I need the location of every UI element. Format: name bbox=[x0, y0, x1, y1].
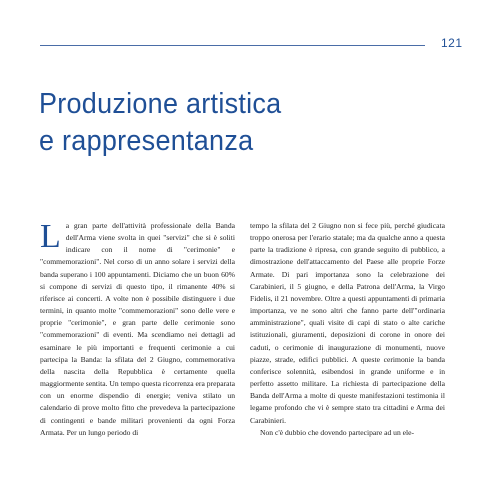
body-paragraph-continued: tempo la sfilata del 2 Giugno non si fece più, perché giudicata troppo onerosa per l'erario statale; ma da qualche anno a questa parte la tradizione è ripresa, con grande seguito di pubblico, a dimostrazione dell'attaccamento del Paese alle proprie Forze Armate. Di pari importanza sono la celebrazione dei Carabinieri, il 5 giugno, e della Patrona dell'Arma, la Virgo Fidelis, il 21 novembre. Oltre a questi appuntamenti di primaria importanza, ve ne sono altri che fanno parte dell'"ordinaria amministrazione", quali visite di capi di stato o alte cariche istituzionali, giuramenti, deposizioni di corone in onore dei caduti, o cerimonie di inaugurazione di monumenti, nuove piazze, strade, edifici pubblici. A queste cerimonie la banda conferisce solennità, esibendosi in grande uniforme e in perfetto assetto militare. La richiesta di partecipazione della Banda dell'Arma a molte di queste manifestazioni testimonia il legame profondo che vi è sempre stato tra cittadini e Arma dei Carabinieri. bbox=[250, 221, 445, 425]
text-column-left bbox=[40, 220, 235, 439]
body-paragraph-text: a gran parte dell'attività professionale della Banda dell'Arma viene svolta in quei "servizi" che si è soliti indicare con il nome di "cerimonie" e "commemorazioni". Nel corso di un anno solare i servizi della banda superano i 100 appuntamenti. Diciamo che un buon 60% si compone di servizi di questo tipo, il rimanente 40% si riferisce ai concerti. A volte non è possibile distinguere i due termini, in quanto molte "commemorazioni" sono delle vere e proprie "cerimonie", e gran parte delle cerimonie sono "commemorazioni" di eventi. Ma scendiamo nei dettagli ad esaminare le più importanti e frequenti cerimonie a cui partecipa la Banda: la sfilata del 2 Giugno, commemorativa della nascita della Repubblica è certamente quella maggiormente sentita. Un tempo questa ricorrenza era preparata con un enorme dispendio di energie; veniva stilato un calendario di prove molto fitto che prevedeva la partecipazione di contingenti e bande militari provenienti da ogni Forza Armata. Per un lungo periodo di bbox=[40, 221, 235, 437]
body-paragraph bbox=[40, 220, 235, 439]
body-paragraph: Non c'è dubbio che dovendo partecipare ad un ele- bbox=[260, 427, 415, 437]
text-column-right bbox=[250, 220, 445, 439]
drop-cap: L bbox=[40, 218, 61, 255]
title-line-2: e rappresentanza bbox=[39, 125, 254, 157]
title-line-1: Produzione artistica bbox=[39, 88, 282, 120]
page-number: 121 bbox=[441, 36, 463, 50]
page-title bbox=[39, 86, 281, 160]
header-rule bbox=[40, 45, 425, 46]
